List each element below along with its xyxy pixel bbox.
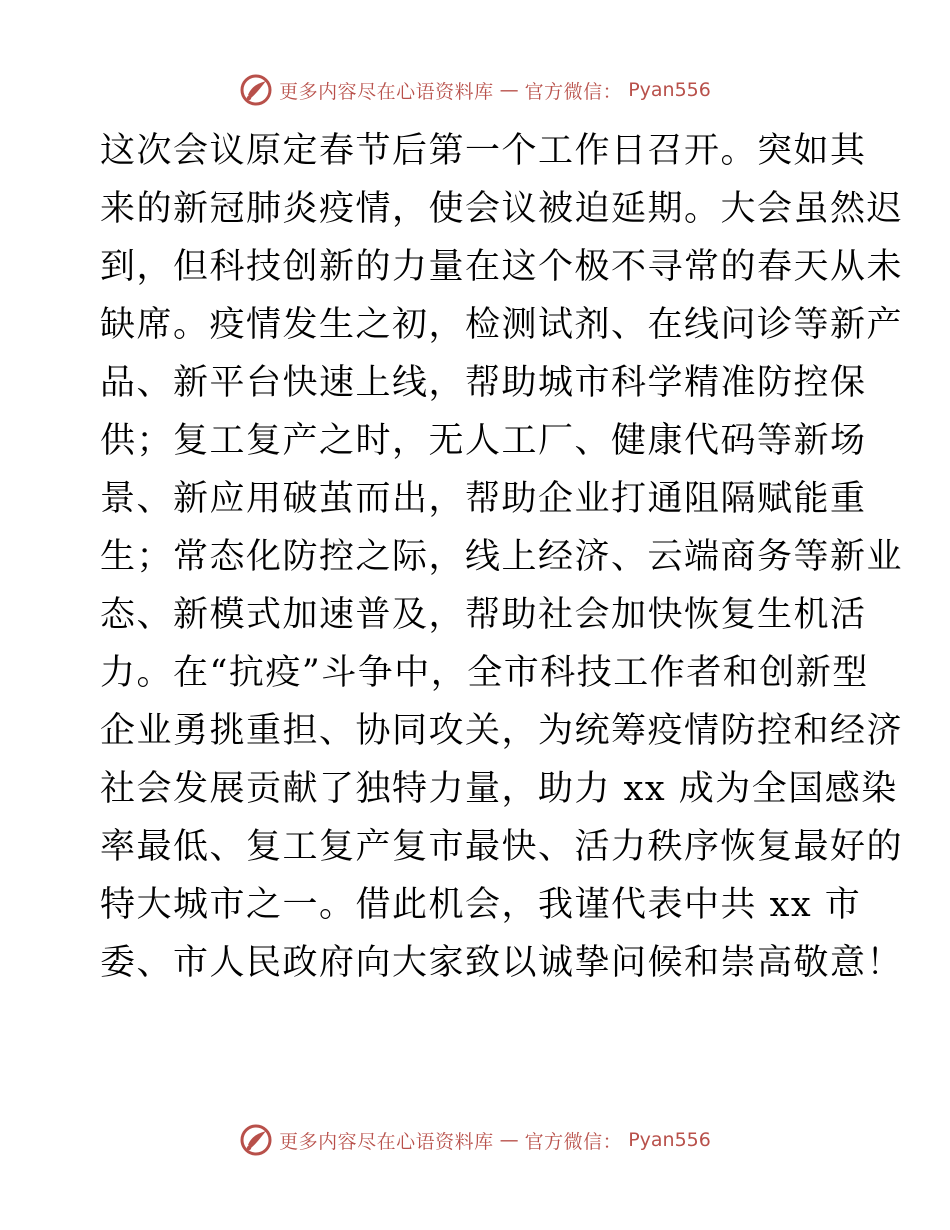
text-line: 来的新冠肺炎疫情，使会议被迫延期。大会虽然迟 (100, 189, 904, 229)
text-line: 到，但科技创新的力量在这个极不寻常的春天从未 (100, 247, 904, 287)
text-line: 特大城市之一。借此机会，我谨代表中共 xx 市 (100, 885, 862, 925)
text-line: 生；常态化防控之际，线上经济、云端商务等新业 (100, 537, 904, 577)
text-line: 品、新平台快速上线，帮助城市科学精准防控保 (100, 363, 867, 403)
text-line: 委、市人民政府向大家致以诚挚问候和崇高敬意！ (100, 943, 904, 983)
ink-brush-logo-icon (239, 1123, 273, 1157)
text-line: 态、新模式加速普及，帮助社会加快恢复生机活 (100, 595, 867, 635)
body-paragraph (100, 122, 904, 992)
watermark-handle: Pyan556 (628, 79, 711, 101)
watermark-text: 更多内容尽在心语资料库 (279, 80, 494, 103)
text-line: 供；复工复产之时，无人工厂、健康代码等新场 (100, 421, 867, 461)
text-line: 这次会议原定春节后第一个工作日召开。突如其 (100, 131, 867, 171)
watermark-separator: — (499, 1129, 519, 1151)
footer-watermark (0, 1120, 950, 1160)
watermark-separator: — (499, 79, 519, 101)
header-watermark (0, 70, 950, 110)
text-line: 缺席。疫情发生之初，检测试剂、在线问诊等新产 (100, 305, 904, 345)
watermark-text: 更多内容尽在心语资料库 (279, 1130, 494, 1153)
text-line: 景、新应用破茧而出，帮助企业打通阻隔赋能重 (100, 479, 867, 519)
text-line: 企业勇挑重担、协同攻关，为统筹疫情防控和经济 (100, 711, 904, 751)
watermark-handle: Pyan556 (628, 1129, 711, 1151)
watermark-label: 官方微信： (524, 1130, 623, 1153)
ink-brush-logo-icon (239, 73, 273, 107)
watermark-label: 官方微信： (524, 80, 623, 103)
text-line: 社会发展贡献了独特力量，助力 xx 成为全国感染 (100, 769, 898, 809)
text-line: 力。在“抗疫”斗争中，全市科技工作者和创新型 (100, 653, 869, 693)
text-line: 率最低、复工复产复市最快、活力秩序恢复最好的 (100, 827, 904, 867)
